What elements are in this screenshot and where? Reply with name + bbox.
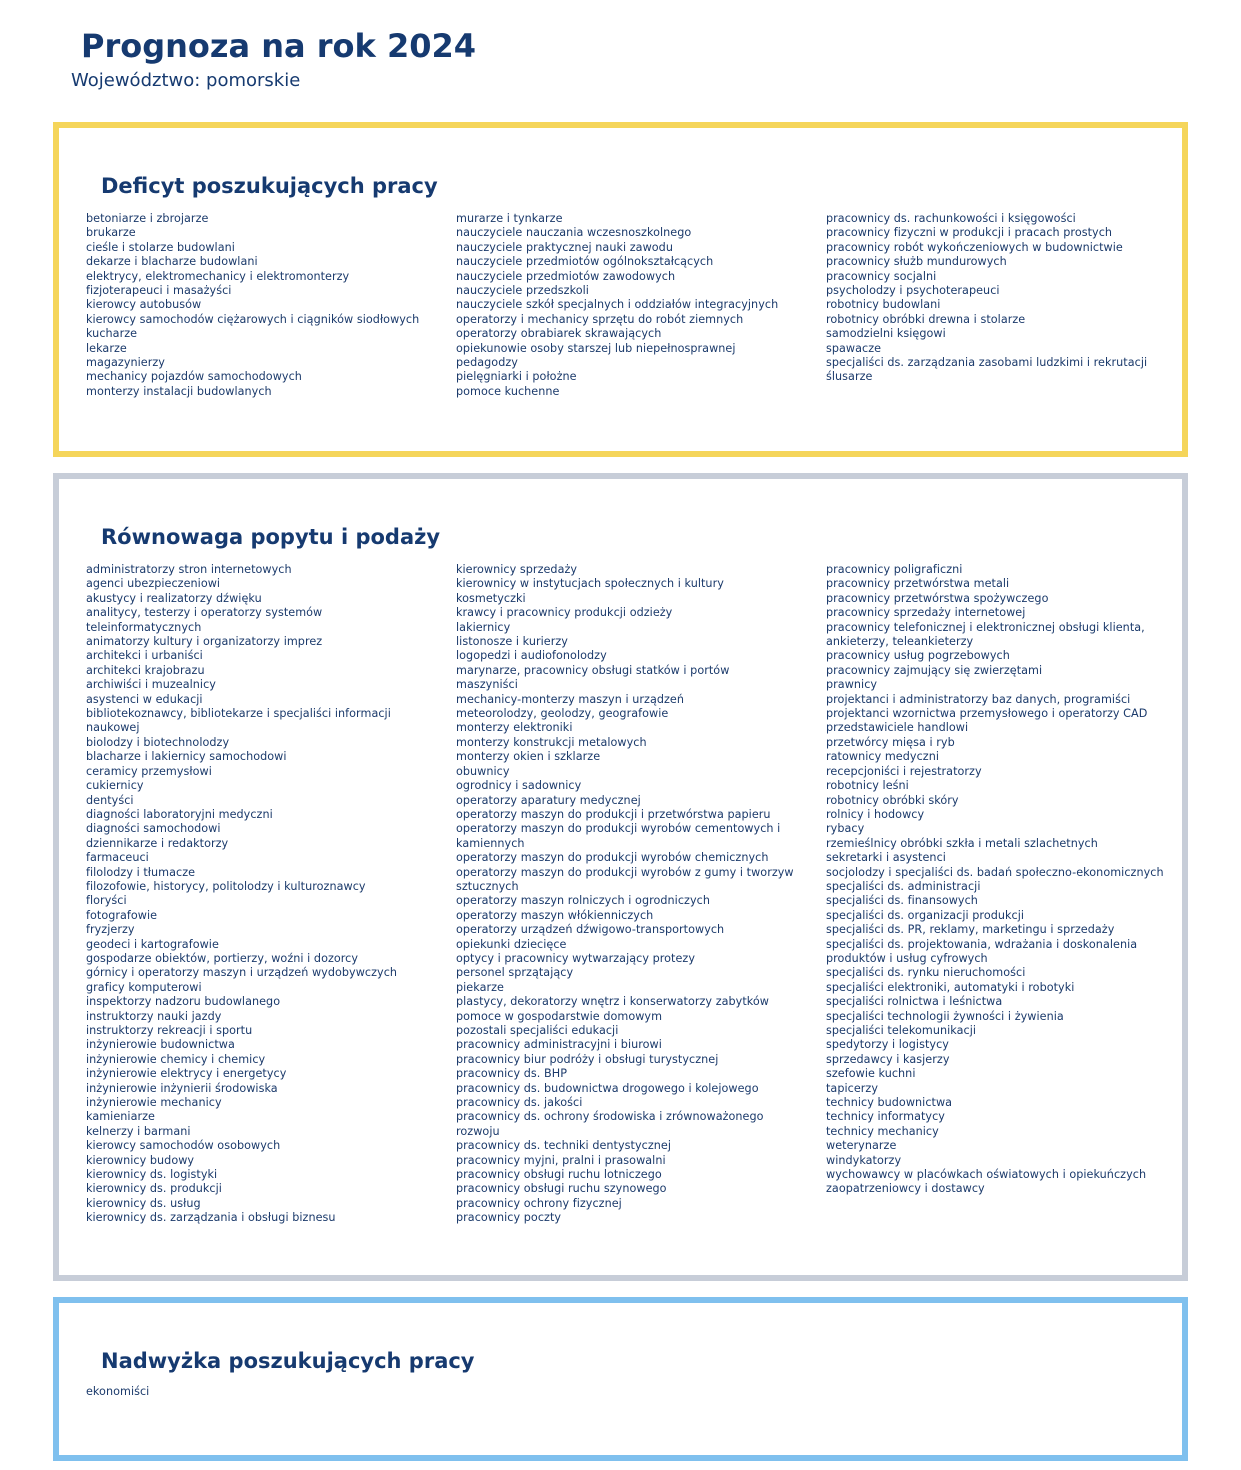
occupation-item: ślusarze	[826, 370, 873, 384]
surplus-section	[53, 1297, 1188, 1461]
occupation-item: zaopatrzeniowcy i dostawcy	[826, 1182, 985, 1196]
occupation-item: pracownicy biur podróży i obsługi turystycznej	[456, 1052, 719, 1066]
section-title-balance: Równowaga popytu i podaży	[101, 525, 441, 549]
occupation-item: administratorzy stron internetowych	[86, 563, 292, 576]
occupation-columns	[86, 212, 1176, 399]
occupation-item: prawnicy	[826, 678, 878, 692]
occupation-item: spedytorzy i logistycy	[826, 1038, 949, 1052]
occupation-item: pracownicy ds. techniki dentystycznej	[456, 1139, 671, 1153]
occupation-item: nauczyciele przedszkoli	[456, 284, 589, 298]
occupation-item: filolodzy i tłumacze	[86, 865, 196, 879]
occupation-item: windykatorzy	[826, 1153, 902, 1167]
occupation-item: robotnicy budowlani	[826, 298, 941, 312]
occupation-item: rolnicy i hodowcy	[826, 807, 925, 821]
occupation-item: operatorzy maszyn rolniczych i ogrodniczych	[456, 894, 710, 908]
occupation-item: kierowcy autobusów	[86, 298, 202, 312]
occupation-item: kierownicy w instytucjach społecznych i kultury	[456, 577, 724, 591]
occupation-item: fotografowie	[86, 908, 158, 922]
occupation-item: fryzjerzy	[86, 923, 135, 937]
occupation-item: specjaliści ds. administracji	[826, 879, 981, 893]
occupation-item: specjaliści technologii żywności i żywienia	[826, 1009, 1064, 1023]
occupation-item: pozostali specjaliści edukacji	[456, 1024, 619, 1037]
occupation-item: opiekunowie osoby starszej lub niepełnosprawnej	[456, 341, 736, 355]
occupation-item: psycholodzy i psychoterapeuci	[826, 284, 1000, 298]
occupation-item: akustycy i realizatorzy dźwięku	[86, 591, 262, 605]
occupation-item: pracownicy sprzedaży internetowej	[826, 606, 1026, 620]
occupation-item: brukarze	[86, 226, 136, 240]
occupation-item: ankieterzy, teleankieterzy	[826, 635, 974, 649]
occupation-columns	[86, 563, 1176, 1226]
occupation-item: socjolodzy i specjaliści ds. badań społeczno-ekonomicznych	[826, 865, 1164, 879]
occupation-item: inżynierowie elektrycy i energetycy	[86, 1067, 287, 1081]
occupation-item: sekretarki i asystenci	[826, 851, 946, 865]
occupation-item: inspektorzy nadzoru budowlanego	[86, 995, 281, 1009]
occupation-item: rozwoju	[456, 1124, 500, 1138]
occupation-item: cukiernicy	[86, 779, 144, 793]
occupation-item: ceramicy przemysłowi	[86, 764, 212, 778]
occupation-item: spawacze	[826, 341, 882, 355]
occupation-item: pracownicy administracyjni i biurowi	[456, 1038, 662, 1052]
occupation-item: kelnerzy i barmani	[86, 1124, 191, 1138]
occupation-item: floryści	[86, 894, 127, 908]
occupation-item: dentyści	[86, 793, 134, 807]
occupation-item: operatorzy obrabiarek skrawających	[456, 327, 662, 341]
occupation-item: dziennikarze i redaktorzy	[86, 836, 229, 850]
occupation-item: monterzy instalacji budowlanych	[86, 384, 272, 398]
occupation-item: pracownicy usług pogrzebowych	[826, 649, 1010, 663]
occupation-item: mechanicy pojazdów samochodowych	[86, 370, 302, 384]
occupation-item: projektanci i administratorzy baz danych, programiści	[826, 692, 1131, 706]
occupation-item: specjaliści ds. PR, reklamy, marketingu i sprzedaży	[826, 923, 1115, 937]
occupation-item: tapicerzy	[826, 1081, 879, 1095]
occupation-item: pracownicy ds. ochrony środowiska i zrównoważonego	[456, 1110, 764, 1124]
occupation-item: szefowie kuchni	[826, 1067, 916, 1081]
occupation-item: instruktorzy rekreacji i sportu	[86, 1024, 253, 1037]
occupation-item: specjaliści ds. zarządzania zasobami ludzkimi i rekrutacji	[826, 356, 1148, 370]
occupation-item: obuwnicy	[456, 764, 510, 778]
balance-section	[53, 473, 1188, 1281]
occupation-item: analitycy, testerzy i operatorzy systemów	[86, 606, 323, 620]
occupation-item: przetwórcy mięsa i ryb	[826, 735, 955, 749]
occupation-item: instruktorzy nauki jazdy	[86, 1009, 222, 1023]
occupation-item: nauczyciele przedmiotów zawodowych	[456, 269, 676, 283]
occupation-item: kierownicy ds. produkcji	[86, 1182, 222, 1196]
occupation-item: cieśle i stolarze budowlani	[86, 240, 235, 254]
occupation-item: bibliotekoznawcy, bibliotekarze i specjaliści informacji	[86, 707, 391, 721]
occupation-item: pracownicy przetwórstwa spożywczego	[826, 591, 1049, 605]
occupation-item: specjaliści ds. projektowania, wdrażania i doskonalenia	[826, 937, 1138, 951]
occupation-column-2	[456, 563, 826, 1226]
occupation-item: plastycy, dekoratorzy wnętrz i konserwatorzy zabytków	[456, 995, 770, 1009]
occupation-item: samodzielni księgowi	[826, 327, 946, 341]
occupation-item: projektanci wzornictwa przemysłowego i operatorzy CAD	[826, 707, 1148, 721]
occupation-item: pracownicy ds. budownictwa drogowego i kolejowego	[456, 1081, 759, 1095]
occupation-item: pracownicy socjalni	[826, 269, 937, 283]
occupation-item: geodeci i kartografowie	[86, 937, 219, 951]
occupation-item: nauczyciele przedmiotów ogólnokształcących	[456, 255, 714, 269]
occupation-item: diagności samochodowi	[86, 822, 221, 836]
occupation-item: kierowcy samochodów ciężarowych i ciągników siodłowych	[86, 312, 420, 326]
page-title: Prognoza na rok 2024	[81, 27, 477, 65]
occupation-item: technicy informatycy	[826, 1110, 945, 1124]
occupation-item: gospodarze obiektów, portierzy, woźni i dozorcy	[86, 951, 359, 965]
occupation-item: naukowej	[86, 721, 140, 735]
occupation-item: personel sprzątający	[456, 966, 574, 980]
occupation-item: technicy mechanicy	[826, 1124, 939, 1138]
occupation-item: operatorzy maszyn do produkcji wyrobów z gumy i tworzyw	[456, 865, 794, 879]
occupation-item: specjaliści rolnictwa i leśnictwa	[826, 995, 1003, 1009]
occupation-item: operatorzy urządzeń dźwigowo-transportowych	[456, 923, 725, 937]
occupation-item: pracownicy myjni, pralni i prasowalni	[456, 1153, 666, 1167]
occupation-column-1	[86, 212, 456, 399]
occupation-item: pracownicy zajmujący się zwierzętami	[826, 663, 1043, 677]
occupation-item: agenci ubezpieczeniowi	[86, 577, 221, 591]
occupation-item: robotnicy leśni	[826, 779, 909, 793]
occupation-item: inżynierowie mechanicy	[86, 1096, 222, 1110]
section-title-surplus: Nadwyżka poszukujących pracy	[101, 1349, 475, 1373]
occupation-item: biolodzy i biotechnolodzy	[86, 735, 230, 749]
occupation-item: ekonomiści	[86, 1385, 150, 1398]
occupation-item: ratownicy medyczni	[826, 750, 939, 764]
occupation-column-3	[826, 1385, 1176, 1399]
occupation-item: recepcjoniści i rejestratorzy	[826, 764, 982, 778]
occupation-columns	[86, 1385, 1176, 1399]
occupation-item: wychowawcy w placówkach oświatowych i opiekuńczych	[826, 1168, 1147, 1182]
occupation-item: pracownicy służb mundurowych	[826, 255, 1007, 269]
occupation-column-2	[456, 212, 826, 399]
occupation-item: pracownicy poligraficzni	[826, 563, 963, 576]
occupation-item: inżynierowie budownictwa	[86, 1038, 235, 1052]
occupation-item: górnicy i operatorzy maszyn i urządzeń wydobywczych	[86, 966, 398, 980]
occupation-item: animatorzy kultury i organizatorzy imprez	[86, 635, 323, 649]
occupation-item: weterynarze	[826, 1139, 897, 1153]
occupation-item: pomoce kuchenne	[456, 384, 560, 398]
occupation-item: pracownicy ds. BHP	[456, 1067, 568, 1081]
occupation-item: marynarze, pracownicy obsługi statków i portów	[456, 663, 730, 677]
occupation-item: kierownicy ds. zarządzania i obsługi biznesu	[86, 1211, 336, 1225]
occupation-column-3	[826, 212, 1176, 399]
occupation-item: pracownicy robót wykończeniowych w budownictwie	[826, 240, 1123, 254]
occupation-item: pracownicy obsługi ruchu lotniczego	[456, 1168, 662, 1182]
occupation-item: pracownicy ochrony fizycznej	[456, 1196, 622, 1210]
occupation-item: graficy komputerowi	[86, 980, 202, 994]
occupation-item: pracownicy przetwórstwa metali	[826, 577, 1010, 591]
occupation-item: listonosze i kurierzy	[456, 635, 568, 649]
occupation-item: pracownicy fizyczni w produkcji i pracach prostych	[826, 226, 1113, 240]
occupation-item: operatorzy maszyn do produkcji wyrobów chemicznych	[456, 851, 769, 865]
occupation-item: filozofowie, historycy, politolodzy i kulturoznawcy	[86, 879, 366, 893]
occupation-item: specjaliści ds. finansowych	[826, 894, 978, 908]
occupation-item: pracownicy telefonicznej i elektronicznej obsługi klienta,	[826, 620, 1145, 634]
occupation-item: operatorzy maszyn do produkcji i przetwórstwa papieru	[456, 807, 771, 821]
occupation-item: mechanicy-monterzy maszyn i urządzeń	[456, 692, 684, 706]
occupation-item: optycy i pracownicy wytwarzający protezy	[456, 951, 696, 965]
occupation-item: specjaliści elektroniki, automatyki i robotyki	[826, 980, 1075, 994]
occupation-item: maszyniści	[456, 678, 518, 692]
occupation-item: specjaliści ds. rynku nieruchomości	[826, 966, 1026, 980]
occupation-item: kucharze	[86, 327, 138, 341]
occupation-item: pracownicy obsługi ruchu szynowego	[456, 1182, 667, 1196]
occupation-item: architekci krajobrazu	[86, 663, 205, 677]
occupation-item: krawcy i pracownicy produkcji odzieży	[456, 606, 673, 620]
occupation-item: elektrycy, elektromechanicy i elektromonterzy	[86, 269, 350, 283]
occupation-item: asystenci w edukacji	[86, 692, 203, 706]
occupation-item: produktów i usług cyfrowych	[826, 951, 988, 965]
occupation-item: pracownicy poczty	[456, 1211, 562, 1225]
occupation-item: lekarze	[86, 341, 127, 355]
occupation-item: rybacy	[826, 822, 865, 836]
occupation-item: fizjoterapeuci i masażyści	[86, 284, 232, 298]
occupation-item: robotnicy obróbki skóry	[826, 793, 959, 807]
occupation-item: monterzy okien i szklarze	[456, 750, 601, 764]
occupation-item: kierownicy ds. usług	[86, 1196, 201, 1210]
occupation-item: kierownicy sprzedaży	[456, 563, 578, 576]
voivodeship-subtitle: Województwo: pomorskie	[71, 70, 301, 91]
occupation-item: pedagodzy	[456, 356, 518, 370]
occupation-item: nauczyciele nauczania wczesnoszkolnego	[456, 226, 692, 240]
occupation-item: sztucznych	[456, 879, 519, 893]
occupation-item: pracownicy ds. rachunkowości i księgowości	[826, 212, 1076, 225]
occupation-item: operatorzy maszyn do produkcji wyrobów cementowych i	[456, 822, 781, 836]
section-title-deficit: Deficyt poszukujących pracy	[101, 174, 438, 198]
occupation-item: archiwiści i muzealnicy	[86, 678, 216, 692]
occupation-item: murarze i tynkarze	[456, 212, 563, 225]
occupation-item: monterzy elektroniki	[456, 721, 573, 735]
occupation-item: architekci i urbaniści	[86, 649, 203, 663]
occupation-item: pomoce w gospodarstwie domowym	[456, 1009, 663, 1023]
occupation-item: kierowcy samochodów osobowych	[86, 1139, 281, 1153]
occupation-item: sprzedawcy i kasjerzy	[826, 1052, 950, 1066]
occupation-item: ogrodnicy i sadownicy	[456, 779, 582, 793]
occupation-item: rzemieślnicy obróbki szkła i metali szlachetnych	[826, 836, 1098, 850]
occupation-item: blacharze i lakiernicy samochodowi	[86, 750, 287, 764]
occupation-item: kierownicy ds. logistyki	[86, 1168, 218, 1182]
occupation-item: monterzy konstrukcji metalowych	[456, 735, 647, 749]
occupation-item: inżynierowie inżynierii środowiska	[86, 1081, 278, 1095]
occupation-item: opiekunki dziecięce	[456, 937, 567, 951]
occupation-column-2	[456, 1385, 826, 1399]
occupation-item: piekarze	[456, 980, 504, 994]
occupation-item: pracownicy ds. jakości	[456, 1096, 583, 1110]
occupation-item: przedstawiciele handlowi	[826, 721, 969, 735]
occupation-item: specjaliści ds. organizacji produkcji	[826, 908, 1025, 922]
occupation-item: magazynierzy	[86, 356, 165, 370]
occupation-column-1	[86, 1385, 456, 1399]
occupation-item: operatorzy maszyn włókienniczych	[456, 908, 654, 922]
occupation-item: technicy budownictwa	[826, 1096, 953, 1110]
occupation-item: diagności laboratoryjni medyczni	[86, 807, 273, 821]
occupation-column-1	[86, 563, 456, 1226]
occupation-item: nauczyciele praktycznej nauki zawodu	[456, 240, 673, 254]
occupation-item: kamieniarze	[86, 1110, 155, 1124]
occupation-item: meteorolodzy, geolodzy, geografowie	[456, 707, 669, 721]
occupation-item: operatorzy aparatury medycznej	[456, 793, 641, 807]
occupation-item: operatorzy i mechanicy sprzętu do robót ziemnych	[456, 312, 744, 326]
occupation-item: nauczyciele szkół specjalnych i oddziałów integracyjnych	[456, 298, 779, 312]
occupation-item: kamiennych	[456, 836, 525, 850]
occupation-item: logopedzi i audiofonolodzy	[456, 649, 607, 663]
occupation-item: inżynierowie chemicy i chemicy	[86, 1052, 266, 1066]
occupation-item: kosmetyczki	[456, 591, 526, 605]
occupation-item: dekarze i blacharze budowlani	[86, 255, 258, 269]
deficit-section	[53, 122, 1188, 457]
occupation-item: kierownicy budowy	[86, 1153, 195, 1167]
occupation-item: robotnicy obróbki drewna i stolarze	[826, 312, 1026, 326]
occupation-item: specjaliści telekomunikacji	[826, 1024, 977, 1037]
occupation-item: lakiernicy	[456, 620, 511, 634]
occupation-item: farmaceuci	[86, 851, 149, 865]
occupation-item: teleinformatycznych	[86, 620, 202, 634]
occupation-item: pielęgniarki i położne	[456, 370, 577, 384]
occupation-column-3	[826, 563, 1176, 1226]
occupation-item: betoniarze i zbrojarze	[86, 212, 209, 225]
